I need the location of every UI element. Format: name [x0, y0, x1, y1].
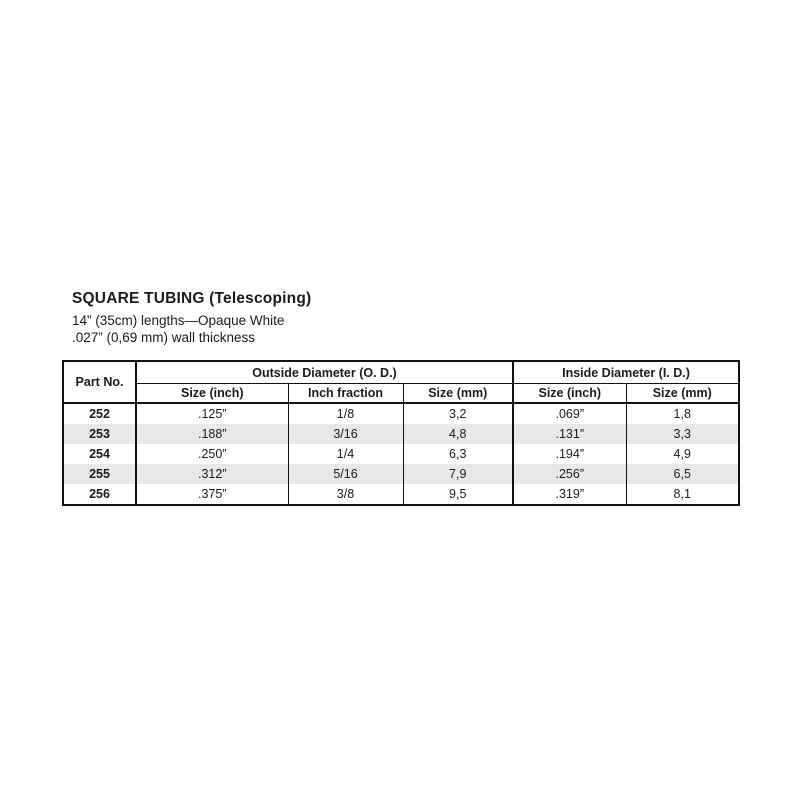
page-subtitle-wall-thickness: .027” (0,69 mm) wall thickness	[72, 330, 256, 345]
cell-od-size-mm: 4,8	[403, 424, 513, 444]
page-subtitle-lengths: 14” (35cm) lengths—Opaque White	[72, 313, 285, 328]
cell-id-size-inch: .319”	[513, 484, 626, 505]
table-row	[63, 424, 739, 444]
cell-part-no: 253	[63, 424, 136, 444]
cell-od-size-mm: 7,9	[403, 464, 513, 484]
square-tubing-spec-table	[62, 360, 740, 506]
title-block	[72, 290, 311, 346]
spec-table-container	[62, 360, 740, 506]
cell-od-size-inch: .188”	[136, 424, 288, 444]
cell-od-inch-fraction: 1/8	[288, 403, 403, 424]
header-row-groups	[63, 361, 739, 384]
cell-od-size-inch: .312”	[136, 464, 288, 484]
cell-id-size-mm: 1,8	[673, 407, 691, 421]
col-header-od-size-inch: Size (inch)	[136, 384, 288, 404]
cell-id-size-inch: .194”	[513, 444, 626, 464]
cell-od-inch-fraction: 1/4	[288, 444, 403, 464]
table-row	[63, 444, 739, 464]
cell-part-no: 252	[63, 403, 136, 424]
col-group-outside-diameter: Outside Diameter (O. D.)	[136, 361, 513, 384]
cell-id-size-mm: 6,5	[673, 467, 691, 481]
cell-id-size-inch: .069”	[513, 403, 626, 424]
cell-od-size-mm: 9,5	[403, 484, 513, 505]
cell-part-no: 256	[63, 484, 136, 505]
col-header-id-size-inch: Size (inch)	[513, 384, 626, 404]
table-header	[63, 361, 739, 403]
cell-od-size-inch: .125”	[136, 403, 288, 424]
cell-part-no: 255	[63, 464, 136, 484]
cell-od-size-mm: 3,2	[403, 403, 513, 424]
table-row	[63, 484, 739, 505]
table-row	[63, 403, 739, 424]
cell-od-size-mm: 6,3	[403, 444, 513, 464]
cell-od-inch-fraction: 3/8	[288, 484, 403, 505]
cell-od-size-inch: .375”	[136, 484, 288, 505]
cell-id-size-mm: 8,1	[673, 487, 691, 501]
cell-id-size-inch: .256”	[513, 464, 626, 484]
col-header-od-size-mm: Size (mm)	[403, 384, 513, 404]
col-header-id-size-mm: Size (mm)	[652, 386, 712, 400]
cell-id-size-inch: .131”	[513, 424, 626, 444]
col-group-inside-diameter: Inside Diameter (I. D.)	[513, 361, 739, 384]
table-row	[63, 464, 739, 484]
cell-id-size-mm: 3,3	[673, 427, 691, 441]
col-header-part-no: Part No.	[63, 361, 136, 403]
cell-part-no: 254	[63, 444, 136, 464]
col-header-od-inch-fraction: Inch fraction	[288, 384, 403, 404]
header-row-subcolumns	[63, 384, 739, 404]
cell-od-size-inch: .250”	[136, 444, 288, 464]
cell-od-inch-fraction: 5/16	[288, 464, 403, 484]
table-body	[63, 403, 739, 505]
cell-id-size-mm: 4,9	[673, 447, 691, 461]
cell-od-inch-fraction: 3/16	[288, 424, 403, 444]
page-title: SQUARE TUBING (Telescoping)	[72, 290, 312, 307]
